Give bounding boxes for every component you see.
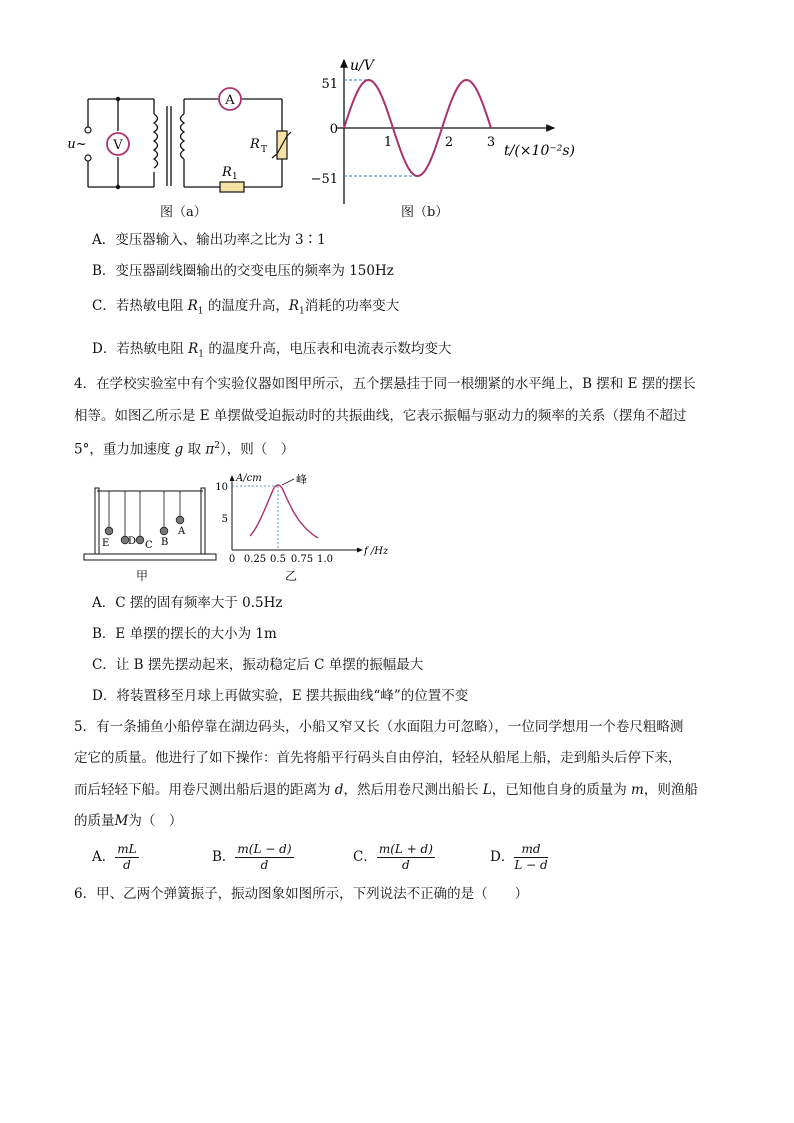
q5-choice-a: A． $\frac{mL}{d}$ bbox=[92, 842, 137, 872]
y-axis-label: u/V bbox=[350, 58, 374, 74]
r1-label: R bbox=[222, 165, 232, 180]
q5-choice-d: D． $\frac{md}{L - d}$ bbox=[490, 842, 548, 872]
resonance-curve bbox=[250, 485, 318, 538]
q5-stem-line2: 定它的质量。他进行了如下操作：首先将船平行码头自由停泊，轻轻从船尾上船，走到船头后停下来， bbox=[74, 750, 682, 766]
q5-stem-line1: 5．有一条捕鱼小船停靠在湖边码头，小船又窄又长（水面阻力可忽略），一位同学想用一个卷尺粗略测 bbox=[74, 719, 684, 735]
thermistor-label-sub: T bbox=[261, 145, 268, 155]
pendulum-label-d: D bbox=[128, 536, 137, 547]
x-tick-3: 3 bbox=[486, 135, 496, 150]
figure-yi-resonance-curve bbox=[214, 470, 394, 566]
x-tick-2: 2 bbox=[444, 135, 454, 150]
q5-choice-b: B． $\frac{m(L - d)}{d}$ bbox=[212, 842, 292, 872]
yi-x-tick-025: 0.25 bbox=[243, 554, 267, 565]
q3-option-a: A．变压器输入、输出功率之比为 3∶1 bbox=[92, 232, 326, 248]
q4-stem-line2: 相等。如图乙所示是 E 单摆做受迫振动时的共振曲线，它表示振幅与驱动力的频率的关系（摆角不超过 bbox=[74, 408, 687, 424]
pendulum-label-c: C bbox=[145, 540, 153, 551]
yi-y-axis-label: A/cm bbox=[236, 473, 262, 484]
y-tick-zero: 0 bbox=[329, 122, 338, 137]
q5-stem-line4: 的质量M为（ ） bbox=[74, 813, 183, 829]
q3-option-c: C．若热敏电阻 $R_1$ 的温度升高，$R_1$消耗的功率变大 bbox=[92, 298, 400, 317]
yi-x-tick-0: 0 bbox=[228, 554, 236, 565]
yi-peak-label: 峰 bbox=[296, 473, 307, 486]
q3-option-b: B．变压器副线圈输出的交变电压的频率为 150Hz bbox=[92, 263, 394, 279]
yi-y-tick-10: 10 bbox=[215, 482, 228, 493]
q5-stem-line3: 而后轻轻下船。用卷尺测出船后退的距离为 d，然后用卷尺测出船长 L，已知他自身的质量为 m，则渔船 bbox=[74, 782, 698, 798]
q6-stem: 6．甲、乙两个弹簧振子，振动图象如图所示，下列说法不正确的是（ ） bbox=[74, 886, 529, 902]
voltmeter-label: V bbox=[113, 138, 123, 153]
y-tick-min: −51 bbox=[310, 172, 338, 187]
r1-label-sub: 1 bbox=[232, 172, 238, 182]
thermistor-label: R bbox=[250, 137, 260, 152]
ammeter-label: A bbox=[225, 93, 235, 108]
figure-a-circuit bbox=[67, 86, 300, 196]
q5-choice-c: C． $\frac{m(L + d)}{d}$ bbox=[353, 842, 433, 872]
pendulum-bob-b bbox=[160, 527, 168, 535]
pendulum-bob-a bbox=[176, 516, 184, 524]
figure-b-caption: 图（b） bbox=[401, 205, 449, 220]
yi-y-tick-5: 5 bbox=[221, 514, 228, 525]
x-axis-label: t/(×10⁻²s) bbox=[504, 143, 575, 159]
yi-x-axis-label: f /Hz bbox=[364, 546, 389, 557]
yi-x-tick-05: 0.5 bbox=[270, 554, 286, 565]
q4-stem-line3: 5°，重力加速度 g 取 $\pi^2$），则（ ） bbox=[74, 441, 295, 458]
figure-yi-caption: 乙 bbox=[285, 569, 298, 583]
pendulum-label-a: A bbox=[178, 526, 186, 537]
source-label: u~ bbox=[67, 137, 87, 152]
q4-option-a: A．C 摆的固有频率大于 0.5Hz bbox=[92, 595, 283, 611]
q4-option-c: C．让 B 摆先摆动起来，振动稳定后 C 单摆的振幅最大 bbox=[92, 657, 424, 673]
q4-option-b: B．E 单摆的摆长的大小为 1m bbox=[92, 626, 277, 642]
resistor-r1 bbox=[220, 182, 244, 192]
figure-a-caption: 图（a） bbox=[160, 205, 207, 220]
x-tick-1: 1 bbox=[383, 135, 393, 150]
q4-option-d: D．将装置移至月球上再做实验，E 摆共振曲线“峰”的位置不变 bbox=[92, 688, 469, 704]
pendulum-label-e: E bbox=[102, 538, 110, 549]
figure-jia-pendulums bbox=[84, 484, 218, 564]
figure-jia-caption: 甲 bbox=[136, 569, 149, 583]
yi-x-tick-10: 1.0 bbox=[317, 554, 333, 565]
yi-x-tick-075: 0.75 bbox=[290, 554, 314, 565]
pendulum-bob-e bbox=[105, 527, 113, 535]
q4-stem-line1: 4．在学校实验室中有个实验仪器如图甲所示，五个摆悬挂于同一根绷紧的水平绳上，B 摆和 E 摆的摆长 bbox=[74, 376, 696, 392]
pendulum-label-b: B bbox=[161, 537, 169, 548]
pendulum-bob-c bbox=[136, 536, 144, 544]
figure-b-chart bbox=[306, 54, 586, 204]
q3-option-d: D．若热敏电阻 $R_1$ 的温度升高，电压表和电流表示数均变大 bbox=[92, 341, 452, 360]
y-tick-max: 51 bbox=[321, 77, 338, 92]
